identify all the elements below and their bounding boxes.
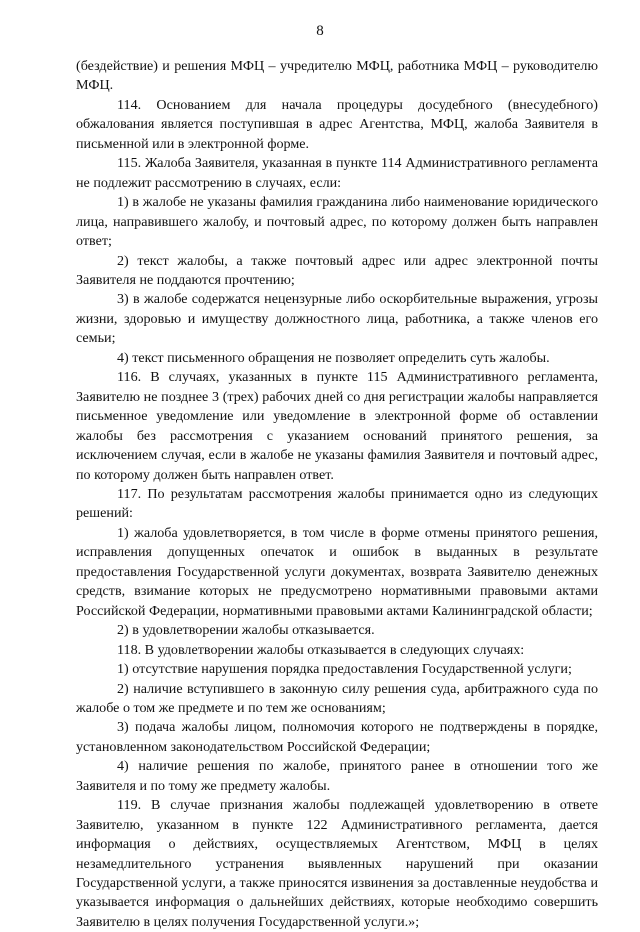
paragraph-116: 116. В случаях, указанных в пункте 115 Административного регламента, Заявителю не позднее 3 (трех) рабочих дней со дня регистрации жалобы направляется письменное уведомление или уведомление в электронной форме об оставлении жалобы без рассмотрения с указанием оснований принятого решения, за исключением случая, если в жалобе не указаны фамилия Заявителя и почтовый адрес, по которому должен быть направлен ответ. [76, 369, 598, 483]
paragraph-continuation: (бездействие) и решения МФЦ – учредителю МФЦ, работника МФЦ – руководителю МФЦ. [76, 58, 598, 94]
paragraph-118-item-1: 1) отсутствие нарушения порядка предоставления Государственной услуги; [117, 661, 572, 678]
paragraph-117-item-1: 1) жалоба удовлетворяется, в том числе в форме отмены принятого решения, исправления допущенных опечаток и ошибок в выданных в результате предоставления Государственной услуги документах, возврата Заявителю денежных средств, взимание которых не предусмотрено нормативными правовыми актами Российской Федерации, нормативными правовыми актами Калининградской области; [76, 524, 598, 619]
paragraph-115: 115. Жалоба Заявителя, указанная в пункте 114 Административного регламента не подлежит рассмотрению в случаях, если: [76, 155, 598, 191]
document-body [76, 57, 598, 932]
paragraph-118-item-2: 2) наличие вступившего в законную силу решения суда, арбитражного суда по жалобе о том же предмете и по тем же основаниям; [76, 680, 598, 716]
paragraph-118-item-4: 4) наличие решения по жалобе, принятого ранее в отношении того же Заявителя и по тому же предмету жалобы. [76, 758, 598, 794]
page-number: 8 [316, 23, 324, 39]
paragraph-119: 119. В случае признания жалобы подлежащей удовлетворению в ответе Заявителю, указанном в пункте 122 Административного регламента, дается информация о действиях, осуществляемых Агентством, МФЦ в целях незамедлительного устранения выявленных нарушений при оказании Государственной услуги, а также приносятся извинения за доставленные неудобства и указывается информация о дальнейших действиях, которые необходимо совершить Заявителю в целях получения Государственной услуги.»; [76, 797, 598, 930]
paragraph-118: 118. В удовлетворении жалобы отказывается в следующих случаях: [117, 641, 525, 658]
paragraph-115-item-1: 1) в жалобе не указаны фамилия гражданина либо наименование юридического лица, направившего жалобу, и почтовый адрес, по которому должен быть направлен ответ; [76, 194, 598, 250]
paragraph-115-item-2: 2) текст жалобы, а также почтовый адрес или адрес электронной почты Заявителя не поддаются прочтению; [76, 252, 598, 288]
paragraph-117: 117. По результатам рассмотрения жалобы принимается одно из следующих решений: [76, 485, 598, 522]
paragraph-114: 114. Основанием для начала процедуры досудебного (внесудебного) обжалования является поступившая в адрес Агентства, МФЦ, жалоба Заявителя в письменной или в электронной форме. [76, 96, 598, 152]
paragraph-115-item-4: 4) текст письменного обращения не позволяет определить суть жалобы. [117, 349, 550, 366]
paragraph-118-item-3: 3) подача жалобы лицом, полномочия которого не подтверждены в порядке, установленном законодательством Российской Федерации; [76, 719, 598, 755]
paragraph-115-item-3: 3) в жалобе содержатся нецензурные либо оскорбительные выражения, угрозы жизни, здоровью и имуществу должностного лица, работника, а также членов его семьи; [76, 291, 598, 347]
paragraph-117-item-2: 2) в удовлетворении жалобы отказывается. [117, 622, 375, 639]
